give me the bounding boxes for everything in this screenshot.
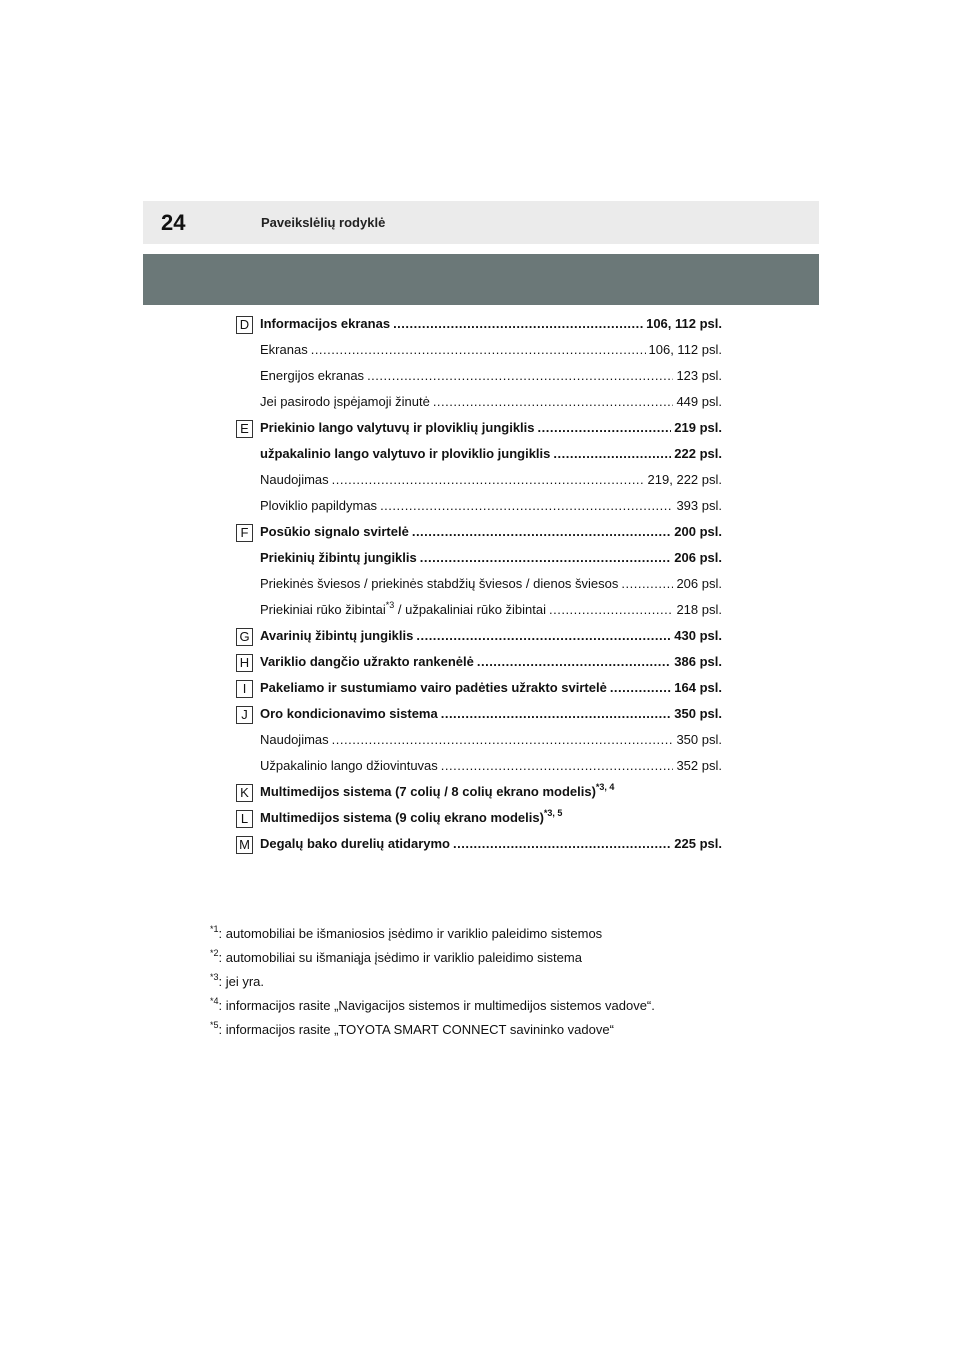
page-reference: 350 psl. <box>676 732 722 747</box>
leader-dots <box>433 393 674 411</box>
entry-label: Energijos ekranas <box>260 368 365 383</box>
leader-dots <box>441 705 672 723</box>
index-entry[interactable] <box>260 315 722 333</box>
entry-label: Priekinių žibintų jungiklis <box>260 550 417 565</box>
leader-dots <box>332 471 645 489</box>
page-reference: 225 psl. <box>674 836 722 851</box>
entry-label: Priekiniai rūko žibintai$^{*3}$ / užpakaliniai rūko žibintai <box>260 599 546 617</box>
index-entry[interactable] <box>260 809 722 827</box>
index-subentry[interactable] <box>260 471 722 489</box>
index-group-e <box>236 419 722 515</box>
page-header <box>143 201 819 244</box>
index-entry[interactable] <box>260 705 722 723</box>
footnote <box>210 949 730 967</box>
index-group-f <box>236 523 722 619</box>
entry-label: Avarinių žibintų jungiklis <box>260 628 414 643</box>
callout-letter: D <box>236 316 253 334</box>
page-number: 24 <box>161 210 186 235</box>
page-reference: 206 psl. <box>676 576 722 591</box>
index-group-i <box>236 679 722 697</box>
entry-label: Multimedijos sistema (9 colių ekrano modelis)$^{*3, 5}$ <box>260 807 563 825</box>
entry-label: Degalų bako durelių atidarymo <box>260 836 450 851</box>
footnotes <box>210 925 730 1045</box>
page-reference: 222 psl. <box>674 446 722 461</box>
entry-label: Multimedijos sistema (7 colių / 8 colių ekrano modelis)$^{*3, 4}$ <box>260 781 615 799</box>
page-reference: 219, 222 psl. <box>647 472 722 487</box>
leader-dots <box>610 679 671 697</box>
index-group-g <box>236 627 722 645</box>
index-group-d <box>236 315 722 411</box>
page-reference: 123 psl. <box>676 368 722 383</box>
index-group-k <box>236 783 722 801</box>
footnote-text: : jei yra. <box>218 974 265 989</box>
leader-dots <box>367 367 673 385</box>
entry-label: Priekinės šviesos / priekinės stabdžių šviesos / dienos šviesos <box>260 576 619 591</box>
page-reference: 206 psl. <box>674 550 722 565</box>
entry-label: Naudojimas <box>260 732 329 747</box>
page-reference: 218 psl. <box>676 602 722 617</box>
leader-dots <box>477 653 671 671</box>
entry-label: Pakeliamo ir sustumiamo vairo padėties užrakto svirtelė <box>260 680 607 695</box>
title-band <box>143 254 819 305</box>
entry-label: Informacijos ekranas <box>260 316 391 331</box>
footnote-text: : automobiliai su išmaniąja įsėdimo ir variklio paleidimo sistema <box>218 950 582 965</box>
entry-label: Užpakalinio lango džiovintuvas <box>260 758 438 773</box>
page-reference: 164 psl. <box>674 680 722 695</box>
page-reference: 430 psl. <box>674 628 722 643</box>
footnote <box>210 925 730 943</box>
index-entry[interactable] <box>260 419 722 437</box>
index-subentry[interactable] <box>260 367 722 385</box>
leader-dots <box>453 835 671 853</box>
index-subentry[interactable] <box>260 731 722 749</box>
page-reference: 386 psl. <box>674 654 722 669</box>
footnote-mark: *1 <box>210 923 219 934</box>
index-subentry[interactable] <box>260 601 722 619</box>
index-entry[interactable] <box>260 653 722 671</box>
footnote-mark: *5 <box>210 1019 219 1030</box>
footnote <box>210 1021 730 1039</box>
index-entry[interactable] <box>260 783 722 801</box>
entry-label: Oro kondicionavimo sistema <box>260 706 438 721</box>
entry-label: užpakalinio lango valytuvo ir ploviklio jungiklis <box>260 446 551 461</box>
index-entry[interactable] <box>260 835 722 853</box>
callout-letter: G <box>236 628 253 646</box>
index-group-l <box>236 809 722 827</box>
entry-label: Naudojimas <box>260 472 329 487</box>
index-subentry[interactable] <box>260 757 722 775</box>
index-group-h <box>236 653 722 671</box>
page-reference: 106, 112 psl. <box>646 316 722 331</box>
footnote <box>210 997 730 1015</box>
page-reference: 449 psl. <box>676 394 722 409</box>
footnote-ref: *3, 4 <box>595 781 615 792</box>
leader-dots <box>393 315 643 333</box>
entry-label: Priekinio lango valytuvų ir ploviklių jungiklis <box>260 420 535 435</box>
footnote-ref: *3, 5 <box>543 807 563 818</box>
leader-dots <box>380 497 673 515</box>
footnote-text: : automobiliai be išmaniosios įsėdimo ir variklio paleidimo sistemos <box>218 926 603 941</box>
page-reference: 352 psl. <box>676 758 722 773</box>
callout-letter: K <box>236 784 253 802</box>
entry-label: Variklio dangčio užrakto rankenėlė <box>260 654 474 669</box>
leader-dots <box>441 757 674 775</box>
leader-dots <box>538 419 672 437</box>
page-reference: 219 psl. <box>674 420 722 435</box>
index-subentry[interactable] <box>260 393 722 411</box>
page-reference: 106, 112 psl. <box>648 342 722 357</box>
entry-label: Jei pasirodo įspėjamoji žinutė <box>260 394 430 409</box>
leader-dots <box>416 627 671 645</box>
footnote-mark: *3 <box>210 971 219 982</box>
leader-dots <box>553 445 671 463</box>
leader-dots <box>311 341 646 359</box>
leader-dots <box>332 731 674 749</box>
leader-dots <box>420 549 672 567</box>
section-title: Paveikslėlių rodyklė <box>261 215 386 230</box>
callout-letter: H <box>236 654 253 672</box>
footnote-text: : informacijos rasite „Navigacijos sistemos ir multimedijos sistemos vadove“. <box>218 998 655 1013</box>
page-reference: 350 psl. <box>674 706 722 721</box>
leader-dots <box>412 523 671 541</box>
callout-letter: L <box>236 810 253 828</box>
entry-label: Ploviklio papildymas <box>260 498 378 513</box>
index-group-j <box>236 705 722 775</box>
entry-label: Ekranas <box>260 342 308 357</box>
index-group-m <box>236 835 722 853</box>
index-content <box>236 315 722 861</box>
index-subentry[interactable] <box>260 497 722 515</box>
leader-dots <box>621 575 673 593</box>
page-reference: 393 psl. <box>676 498 722 513</box>
index-entry[interactable] <box>260 549 722 567</box>
index-entry[interactable] <box>260 679 722 697</box>
index-subentry[interactable] <box>260 575 722 593</box>
footnote-ref: *3 <box>385 599 395 610</box>
footnote <box>210 973 730 991</box>
callout-letter: I <box>236 680 253 698</box>
footnote-text: : informacijos rasite „TOYOTA SMART CONNECT savininko vadove“ <box>218 1022 614 1037</box>
callout-letter: E <box>236 420 253 438</box>
page-reference: 200 psl. <box>674 524 722 539</box>
leader-dots <box>549 601 673 619</box>
entry-label: Posūkio signalo svirtelė <box>260 524 409 539</box>
callout-letter: M <box>236 836 253 854</box>
footnote-mark: *2 <box>210 947 219 958</box>
callout-letter: F <box>236 524 253 542</box>
callout-letter: J <box>236 706 253 724</box>
index-entry[interactable] <box>260 627 722 645</box>
footnote-mark: *4 <box>210 995 219 1006</box>
index-subentry[interactable] <box>260 341 722 359</box>
index-entry[interactable] <box>260 523 722 541</box>
index-entry[interactable] <box>260 445 722 463</box>
